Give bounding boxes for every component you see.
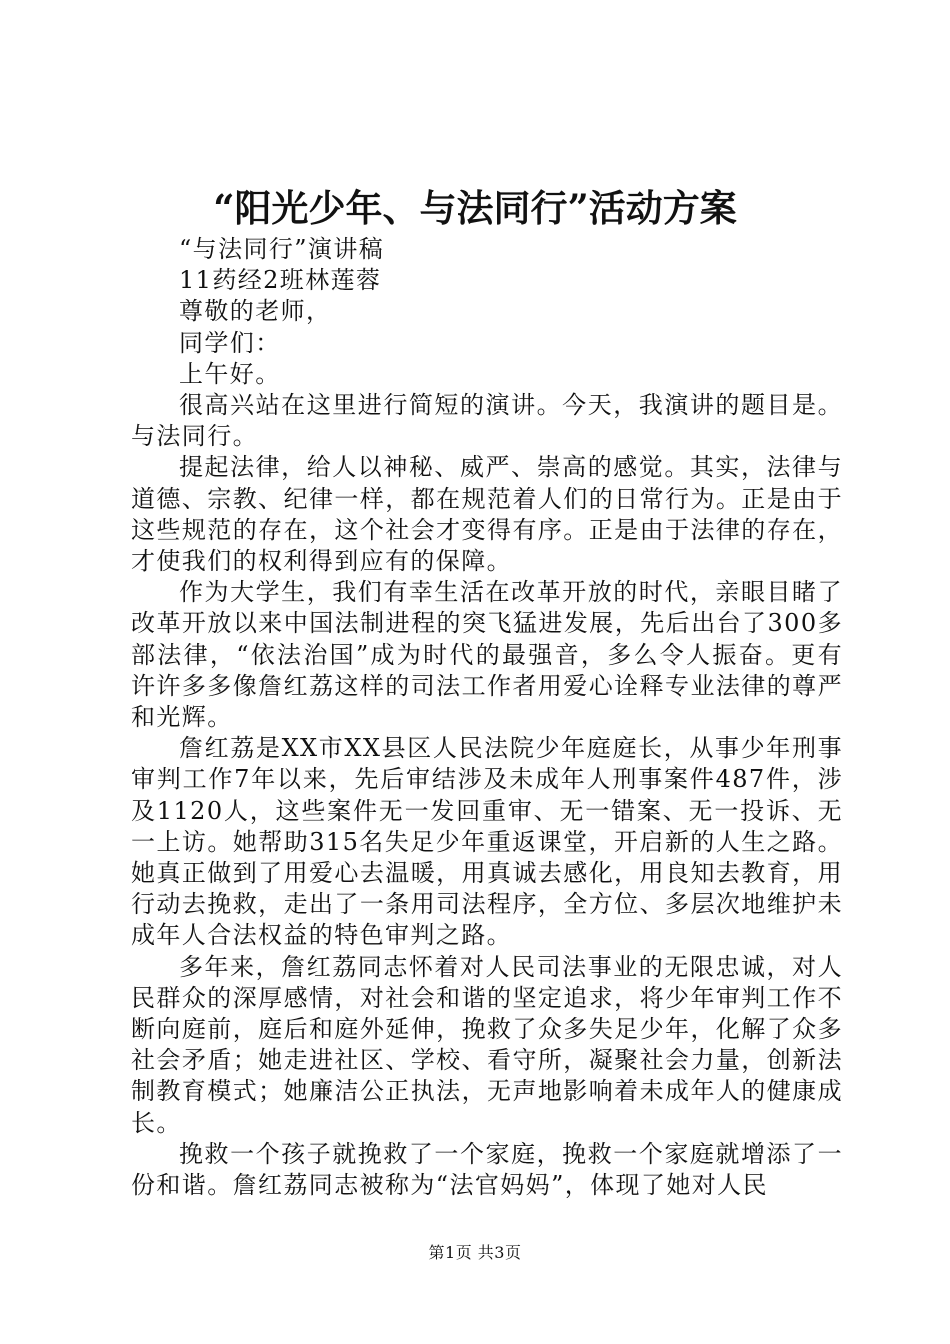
paragraph: 多年来，詹红荔同志怀着对人民司法事业的无限忠诚，对人民群众的深厚感情，对社会和谐的坚定追求，将少年审判工作不断向庭前，庭后和庭外延伸，挽救了众多失足少年，化解了众多社会矛盾；她走进社区、学校、看守所，凝聚社会力量，创新法制教育模式；她廉洁公正执法，无声地影响着未成年人的健康成长。 <box>131 952 843 1137</box>
paragraph: 作为大学生，我们有幸生活在改革开放的时代，亲眼目睹了改革开放以来中国法制进程的突飞猛进发展，先后出台了300多部法律，“依法治国”成为时代的最强音，多么令人振奋。更有许许多多像詹红荔这样的司法工作者用爱心诠释专业法律的尊严和光辉。 <box>131 578 843 732</box>
document-title: “阳光少年、与法同行”活动方案 <box>213 186 737 230</box>
paragraph: 挽救一个孩子就挽救了一个家庭，挽救一个家庭就增添了一份和谐。詹红荔同志被称为“法官妈妈”，体现了她对人民 <box>131 1139 843 1200</box>
paragraph: 提起法律，给人以神秘、威严、崇高的感觉。其实，法律与道德、宗教、纪律一样，都在规范着人们的日常行为。正是由于这些规范的存在，这个社会才变得有序。正是由于法律的存在，才使我们的权利得到应有的保障。 <box>131 453 843 576</box>
document-body <box>131 234 843 1201</box>
speaker-line: 11药经2班林莲蓉 <box>179 266 382 295</box>
speech-heading: “与法同行”演讲稿 <box>179 235 385 263</box>
greeting: 上午好。 <box>179 359 281 388</box>
paragraph: 很高兴站在这里进行简短的演讲。今天，我演讲的题目是。与法同行。 <box>131 391 843 451</box>
salutation-students: 同学们： <box>179 328 281 357</box>
salutation-teachers: 尊敬的老师， <box>179 297 332 326</box>
paragraph: 詹红荔是XX市XX县区人民法院少年庭庭长，从事少年刑事审判工作7年以来，先后审结涉及未成年人刑事案件487件，涉及1120人，这些案件无一发回重审、无一错案、无一投诉、无一上访。她帮助315名失足少年重返课堂，开启新的人生之路。她真正做到了用爱心去温暖，用真诚去感化，用良知去教育，用行动去挽救，走出了一条用司法程序，全方位、多层次地维护未成年人合法权益的特色审判之路。 <box>131 734 843 950</box>
page-footer: 第1页 共3页 <box>428 1243 522 1262</box>
